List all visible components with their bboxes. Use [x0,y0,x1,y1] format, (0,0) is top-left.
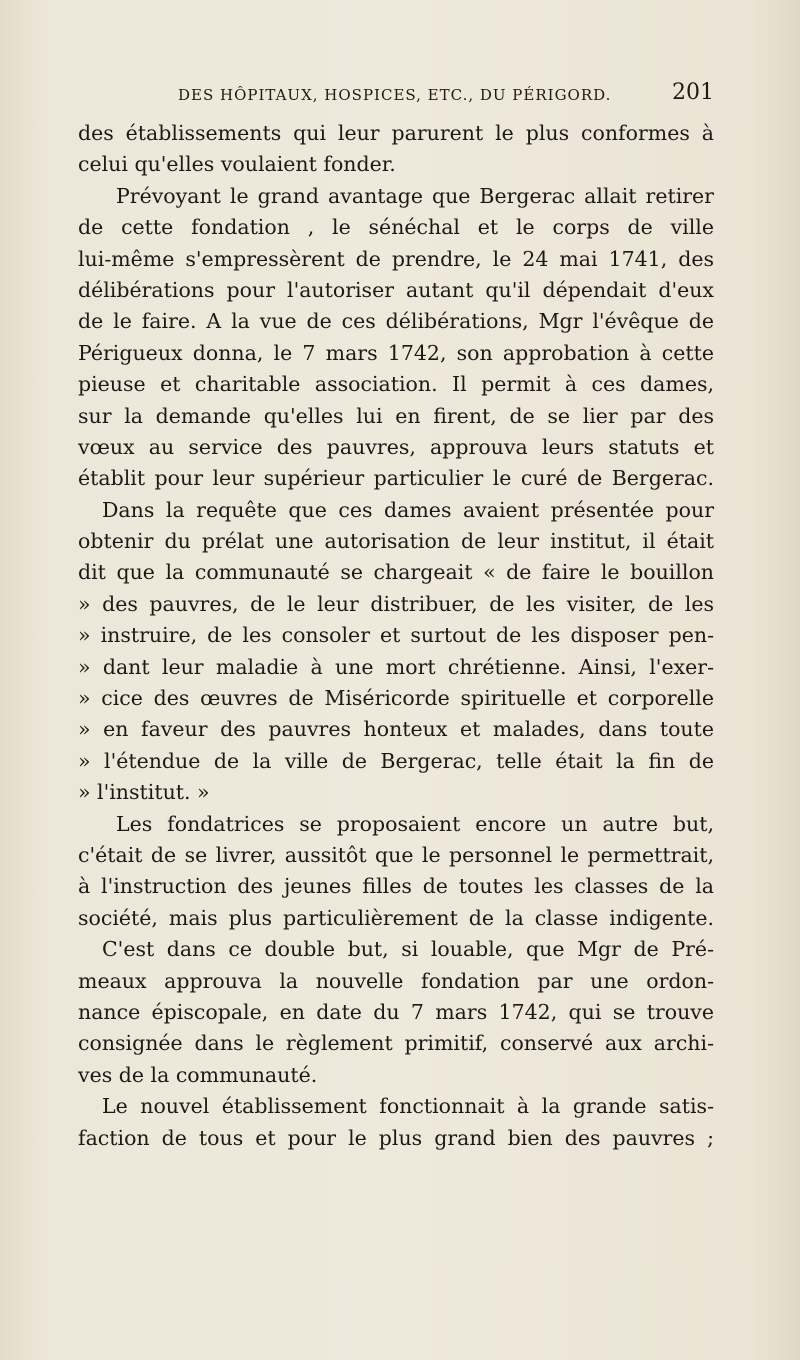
text-line: obtenir du prélat une autorisation de leur institut, il était [78,529,714,554]
text-line: ves de la communauté. [78,1062,318,1087]
page-number: 201 [672,80,714,105]
paragraph-start-line: Dans la requête que ces dames avaient présentée pour [102,497,714,522]
text-line: pieuse et charitable association. Il permit à ces dames, [78,372,714,397]
running-title: DES HÔPITAUX, HOSPICES, ETC., DU PÉRIGORD. [178,86,612,104]
text-line: faction de tous et pour le plus grand bien des pauvres ; [78,1125,714,1150]
paragraph-start-line: Le nouvel établissement fonctionnait à la grande satis- [102,1094,714,1119]
page-body [78,118,714,1154]
text-line: établit pour leur supérieur particulier le curé de Bergerac. [78,466,714,491]
text-line: » l'institut. » [78,780,210,805]
text-line: » l'étendue de la ville de Bergerac, telle était la fin de [78,748,714,773]
paragraph-start-line: Les fondatrices se proposaient encore un autre but, [116,811,714,836]
text-line: délibérations pour l'autoriser autant qu'il dépendait d'eux [78,277,714,302]
text-line: » dant leur maladie à une mort chrétienne. Ainsi, l'exer- [78,654,714,679]
text-line: dit que la communauté se chargeait « de faire le bouillon [78,560,714,585]
text-line: » cice des œuvres de Miséricorde spirituelle et corporelle [78,686,714,711]
text-line: meaux approuva la nouvelle fondation par une ordon- [78,968,714,993]
text-line: de cette fondation , le sénéchal et le corps de ville [78,215,714,240]
text-line: de le faire. A la vue de ces délibérations, Mgr l'évêque de [78,309,714,334]
text-line: » instruire, de les consoler et surtout de les disposer pen- [78,623,714,648]
text-line: » en faveur des pauvres honteux et malades, dans toute [78,717,714,742]
text-line: à l'instruction des jeunes filles de toutes les classes de la [78,874,714,899]
paragraph-start-line: Prévoyant le grand avantage que Bergerac allait retirer [116,183,714,208]
text-line: sur la demande qu'elles lui en firent, de se lier par des [78,403,714,428]
text-line: Périgueux donna, le 7 mars 1742, son approbation à cette [78,340,714,365]
text-line: vœux au service des pauvres, approuva leurs statuts et [78,434,714,459]
text-line: lui-même s'empressèrent de prendre, le 24 mai 1741, des [78,246,714,271]
text-line: nance épiscopale, en date du 7 mars 1742, qui se trouve [78,999,714,1024]
text-line: c'était de se livrer, aussitôt que le personnel le permettrait, [78,842,714,867]
paragraph-start-line: C'est dans ce double but, si louable, que Mgr de Pré- [102,937,714,962]
text-line: société, mais plus particulièrement de la classe indigente. [78,905,714,930]
text-line: consignée dans le règlement primitif, conservé aux archi- [78,1031,714,1056]
running-header [178,80,714,110]
text-line: des établissements qui leur parurent le plus conformes à [78,121,714,145]
text-line: » des pauvres, de le leur distribuer, de les visiter, de les [78,591,714,616]
text-line: celui qu'elles voulaient fonder. [78,152,396,177]
